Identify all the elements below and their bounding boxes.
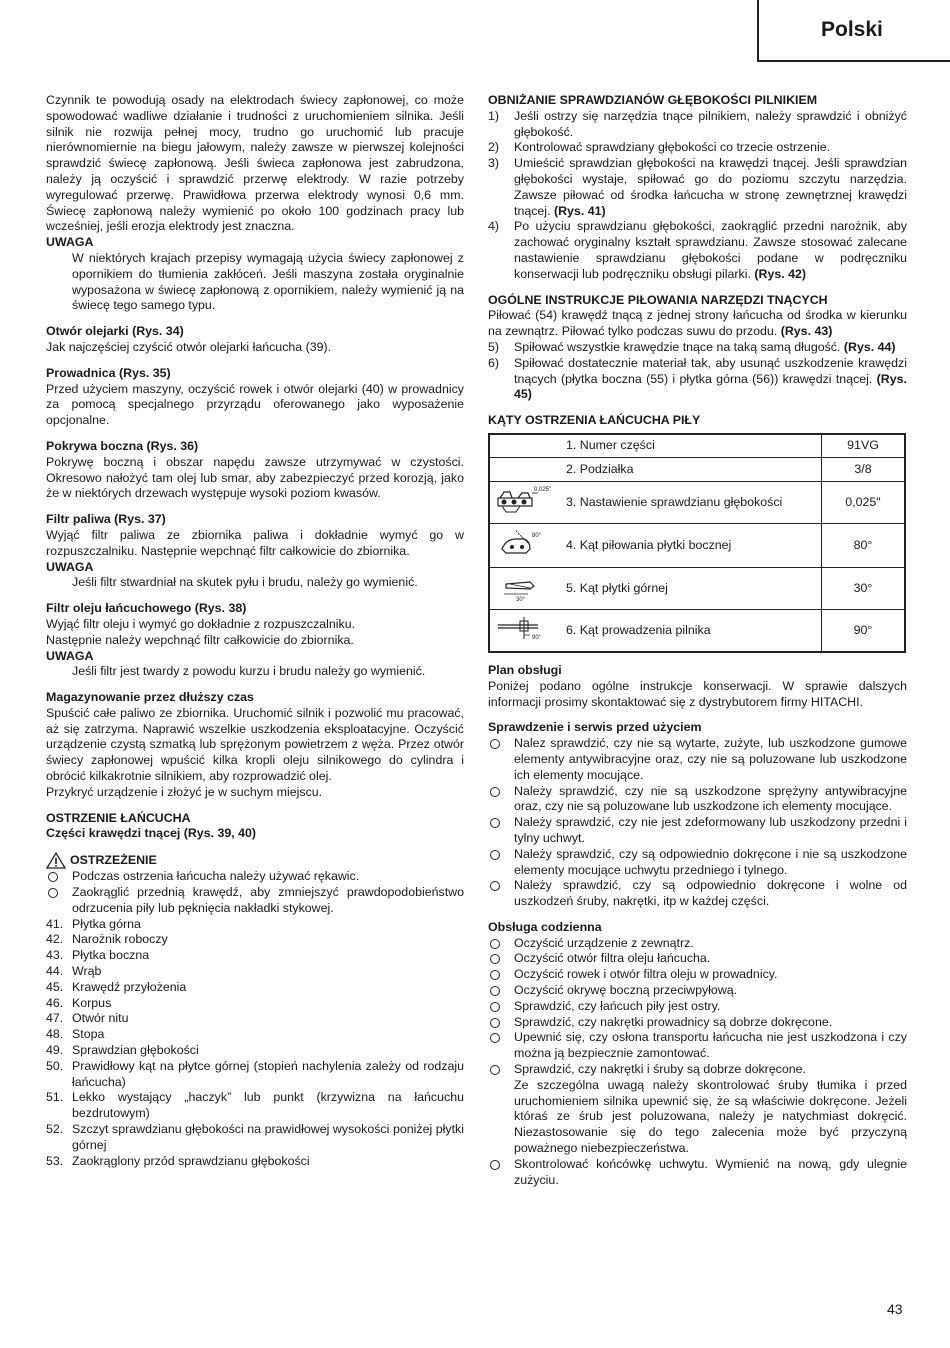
oil-hole-heading: Otwór olejarki (Rys. 34)	[46, 324, 184, 339]
table-row	[489, 524, 905, 568]
guide-bar-heading: Prowadnica (Rys. 35)	[46, 365, 171, 380]
side-plate-angle-icon	[494, 527, 554, 561]
list-item: 2) Kontrolować sprawdziany głębokości co trzecie ostrzenie.	[488, 140, 831, 155]
list-item: 49. Sprawdzian głębokości	[46, 1043, 199, 1058]
depth-gauge-list	[488, 109, 907, 283]
sharpening-heading: OSTRZENIE ŁAŃCUCHA	[46, 810, 191, 825]
warning-heading	[46, 852, 464, 869]
sharpening-angles-table	[488, 433, 906, 653]
storage-text: Spuścić całe paliwo ze zbiornika. Uruchomić silnik i pozwolić mu pracować, aż się zatrzyma. Naprawić wszelkie uszkodzenia eksploatacyjne. Oczyścić urządzenie czystą szmatką lub sprężonym powietrzem z węża. Przez otwór świecy zapłonowej wpuścić kilka kropli oleju silnikowego do cylindra i obrócić kilkakrotnie silnikiem, aby rozprowadzić olej.	[46, 705, 464, 784]
table-value: 80°	[822, 524, 906, 568]
list-item: 1) Jeśli ostrzy się narzędzia tnące pilnikiem, należy sprawdzić i obniżyć głębokość.	[488, 108, 907, 139]
table-label: 4. Kąt piłowania płytki bocznej	[558, 524, 822, 568]
general-filing-list	[488, 340, 907, 403]
pre-use-check-heading: Sprawdzenie i serwis przed użyciem	[488, 720, 702, 735]
warning-label: OSTRZEŻENIE	[70, 852, 157, 867]
circle-bullet-icon	[490, 986, 500, 996]
circle-bullet-icon	[490, 939, 500, 949]
table-icon-cell	[489, 568, 558, 610]
left-column	[46, 93, 464, 1169]
note-heading: UWAGA	[46, 648, 94, 663]
list-item: 6) Spiłować dostatecznie materiał tak, aby usunąć uszkodzenie krawędzi tnących (płytka boczna (55) i płytka górna (56)) krawędzi tnącej. (Rys. 45)	[488, 355, 907, 402]
list-item: Należy sprawdzić, czy nie jest zdeformowany lub uszkodzony przedni i tylny uchwyt.	[488, 815, 907, 847]
list-item: Oczyścić okrywę boczną przeciwpyłową.	[488, 983, 907, 999]
table-value: 30°	[822, 568, 906, 610]
chain-oil-filter-text: Wyjąć filtr oleju i wymyć go dokładnie z rozpuszczalniku.	[46, 616, 356, 631]
note-heading: UWAGA	[46, 559, 94, 574]
list-item: 53. Zaokrąglony przód sprawdzianu głębokości	[46, 1153, 310, 1168]
list-item: Upewnić się, czy osłona transportu łańcucha nie jest uszkodzona i czy można ją bezpiecznie zamontować.	[488, 1030, 907, 1062]
table-icon-cell	[489, 434, 558, 458]
list-item: 52. Szczyt sprawdzianu głębokości na prawidłowej wysokości poniżej płytki górnej	[46, 1122, 464, 1152]
parts-list	[46, 917, 464, 1170]
angles-heading: KĄTY OSTRZENIA ŁAŃCUCHA PIŁY	[488, 413, 701, 428]
svg-text:90°: 90°	[532, 635, 542, 642]
table-row	[489, 434, 905, 458]
general-filing-text: Piłować (54) krawędź tnącą z jednej strony łańcucha od środka w kierunku na zewnątrz. Piłować tylko podczas suwu do przodu. (Rys. 43)	[488, 308, 907, 339]
warning-list	[46, 869, 464, 916]
table-icon-cell	[489, 610, 558, 652]
circle-bullet-icon	[490, 1002, 500, 1012]
sharpening-subheading: Części krawędzi tnącej (Rys. 39, 40)	[46, 826, 257, 841]
circle-bullet-icon	[490, 739, 500, 749]
storage-text: Przykryć urządzenie i złożyć je w suchym miejscu.	[46, 784, 323, 799]
language-tab	[757, 0, 950, 62]
table-label: 1. Numer części	[558, 434, 822, 458]
circle-bullet-icon	[490, 850, 500, 860]
table-value: 3/8	[822, 458, 906, 482]
list-item: 48. Stopa	[46, 1027, 105, 1042]
list-item: Sprawdzić, czy łańcuch piły jest ostry.	[488, 999, 907, 1015]
table-label: 2. Podziałka	[558, 458, 822, 482]
list-item: 41. Płytka górna	[46, 916, 141, 931]
warning-triangle-icon	[46, 852, 66, 869]
list-item: 46. Korpus	[46, 995, 112, 1010]
table-value: 91VG	[822, 434, 906, 458]
fuel-filter-text: Wyjąć filtr paliwa ze zbiornika paliwa i dokładnie wymyć go w rozpuszczalniku. Następnie wepchnąć filtr całkowicie do zbiornika.	[46, 527, 464, 558]
list-item: 5) Spiłować wszystkie krawędzie tnące na taką samą długość. (Rys. 44)	[488, 339, 896, 354]
list-item: Skontrolować końcówkę uchwytu. Wymienić na nową, gdy ulegnie zużyciu.	[488, 1157, 907, 1189]
list-item: Należy sprawdzić, czy są odpowiednio dokręcone i nie są uszkodzone elementy mocujące uchwytu przedniego i tylnego.	[488, 847, 907, 879]
table-value: 90°	[822, 610, 906, 652]
oil-hole-text: Jak najczęściej czyścić otwór olejarki łańcucha (39).	[46, 339, 332, 354]
list-item: 45. Krawędź przyłożenia	[46, 979, 187, 994]
daily-maintenance-heading: Obsługa codzienna	[488, 919, 602, 934]
circle-bullet-icon	[490, 1160, 500, 1170]
language-label: Polski	[821, 18, 883, 41]
circle-bullet-icon	[490, 1018, 500, 1028]
top-plate-angle-icon	[494, 570, 554, 604]
daily-maintenance-list	[488, 936, 907, 1078]
daily-maintenance-note: Ze szczególna uwagą należy skontrolować śruby tłumika i przed uruchomieniem silnika upewnić się, że są właściwie dokręcone. Jeżeli któraś ze śrub jest poluzowana, należy je natychmiast dokręcić. Niezastosowanie się do tego zalecenia może być przyczyną poważnego niebezpieczeństwa.	[514, 1077, 907, 1156]
maintenance-plan-text: Poniżej podano ogólne instrukcje konserwacji. W sprawie dalszych informacji prosimy skontaktować się z dystrybutorem firmy HITACHI.	[488, 678, 907, 709]
side-cover-text: Pokrywę boczną i obszar napędu zawsze utrzymywać w czystości. Okresowo nałożyć tam olej lub smar, aby zabezpieczyć przed korozją, jako że w niektórych drzewach występuje wysoki poziom kwasów.	[46, 454, 464, 501]
note-text: W niektórych krajach przepisy wymagają użycia świecy zapłonowej z opornikiem do tłumienia zakłóceń. Jeśli maszyna została oryginalnie wyposażona w świecę zapłonową z opornikiem, należy wymienić ją na świecę tego samego typu.	[72, 250, 464, 313]
circle-bullet-icon	[490, 787, 500, 797]
list-item: 47. Otwór nitu	[46, 1011, 129, 1026]
right-column	[488, 93, 907, 1188]
chain-oil-filter-heading: Filtr oleju łańcuchowego (Rys. 38)	[46, 601, 247, 616]
daily-maintenance-list	[488, 1157, 907, 1189]
spark-plug-paragraph: Czynnik te powodują osady na elektrodach świecy zapłonowej, co może spowodować wadliwe działanie i trudności z uruchomieniem silnika. Jeśli silnik nie rozwija pełnej mocy, trudno go uruchomić lub pracuje nierównomiernie na biegu jałowym, należy zawsze w pierwszej kolejności sprawdzić świecę zapłonową. Jeśli świeca zapłonowa jest zabrudzona, należy ją oczyścić i sprawdzić przerwę elektrody. W razie potrzeby wyregulować przerwę. Prawidłowa przerwa elektrody wynosi 0,6 mm. Świecę zapłonową należy wymienić po około 100 godzinach pracy lub wcześniej, jeśli erozja elektrody jest znaczna.	[46, 93, 464, 234]
circle-bullet-icon	[48, 888, 58, 898]
table-value: 0,025"	[822, 482, 906, 524]
storage-heading: Magazynowanie przez dłuższy czas	[46, 690, 254, 705]
table-row	[489, 482, 905, 524]
circle-bullet-icon	[490, 1033, 500, 1043]
note-heading: UWAGA	[46, 235, 94, 250]
table-icon-cell	[489, 482, 558, 524]
depth-gauge-icon	[494, 484, 554, 518]
list-item: 4) Po użyciu sprawdzianu głębokości, zaokrąglić przedni narożnik, aby zachować oryginalny kształt sprawdzianu. Zawsze stosować zalecane nastawienie sprawdzianu głębokości podane w podręczniku konserwacji lub podręczniku obsługi pilarki. (Rys. 42)	[488, 219, 907, 281]
circle-bullet-icon	[490, 1065, 500, 1075]
list-item: Sprawdzić, czy nakrętki i śruby są dobrze dokręcone.	[488, 1062, 907, 1078]
guide-bar-text: Przed użyciem maszyny, oczyścić rowek i otwór olejarki (40) w prowadnicy za pomocą specjalnego przyrządu oferowanego jako wyposażenie opcjonalne.	[46, 381, 464, 428]
table-icon-cell	[489, 458, 558, 482]
list-item: 43. Płytka boczna	[46, 948, 150, 963]
list-item: 51. Lekko wystający „haczyk” lub punkt (krzywizna na łańcuchu bezdrutowym)	[46, 1090, 464, 1121]
note-text: Jeśli filtr jest twardy z powodu kurzu i brudu należy go wymienić.	[72, 664, 426, 679]
list-item: Zaokrąglić przednią krawędź, aby zmniejszyć prawdopodobieństwo odrzucenia piły lub pęknięcia nakładki stykowej.	[46, 885, 464, 917]
circle-bullet-icon	[490, 954, 500, 964]
table-icon-cell	[489, 524, 558, 568]
table-label: 5. Kąt płytki górnej	[558, 568, 822, 610]
list-item: Oczyścić urządzenie z zewnątrz.	[488, 936, 907, 952]
general-filing-heading: OGÓLNE INSTRUKCJE PIŁOWANIA NARZĘDZI TNĄCYCH	[488, 292, 828, 307]
table-label: 3. Nastawienie sprawdzianu głębokości	[558, 482, 822, 524]
table-row	[489, 610, 905, 652]
circle-bullet-icon	[490, 818, 500, 828]
file-guide-angle-icon	[494, 611, 554, 645]
circle-bullet-icon	[490, 881, 500, 891]
chain-oil-filter-text: Następnie należy wepchnąć filtr całkowicie do zbiornika.	[46, 632, 354, 647]
list-item: Sprawdzić, czy nakrętki prowadnicy są dobrze dokręcone.	[488, 1015, 907, 1031]
list-item: Oczyścić otwór filtra oleju łańcucha.	[488, 951, 907, 967]
side-cover-heading: Pokrywa boczna (Rys. 36)	[46, 438, 199, 453]
list-item: Podczas ostrzenia łańcucha należy używać rękawic.	[46, 869, 464, 885]
list-item: Nalez sprawdzić, czy nie są wytarte, zużyte, lub uszkodzone gumowe elementy antywibracyjne oraz, czy nie są poluzowane lub uszkodzone ich elementy mocujące.	[488, 736, 907, 783]
table-row	[489, 458, 905, 482]
list-item: 44. Wrąb	[46, 964, 102, 979]
list-item: 3) Umieścić sprawdzian głębokości na krawędzi tnącej. Jeśli sprawdzian głębokości wystaje, spiłować go do poziomu szczytu narzędzia. Zawsze piłować od środka łańcucha w stronę zewnętrznej krawędzi tnącej. (Rys. 41)	[488, 156, 907, 218]
note-text: Jeśli filtr stwardniał na skutek pyłu i brudu, należy go wymienić.	[72, 575, 418, 590]
page-number: 43	[887, 1301, 903, 1317]
table-row	[489, 568, 905, 610]
fuel-filter-heading: Filtr paliwa (Rys. 37)	[46, 512, 166, 527]
list-item: 50. Prawidłowy kąt na płytce górnej (stopień nachylenia zależy od rodzaju łańcucha)	[46, 1058, 464, 1089]
svg-text:0,025": 0,025"	[534, 486, 552, 493]
svg-text:30°: 30°	[516, 596, 526, 603]
list-item: Należy sprawdzić, czy są odpowiednio dokręcone i wolne od uszkodzeń śruby, nakrętki, itp w każdej części.	[488, 878, 907, 910]
svg-text:80°: 80°	[532, 532, 542, 539]
list-item: Należy sprawdzić, czy nie są uszkodzone sprężyny antywibracyjne oraz, czy nie są poluzowane lub uszkodzone ich elementy mocujące.	[488, 784, 907, 816]
pre-use-check-list	[488, 736, 907, 910]
circle-bullet-icon	[48, 872, 58, 882]
table-label: 6. Kąt prowadzenia pilnika	[558, 610, 822, 652]
list-item: 42. Narożnik roboczy	[46, 932, 168, 947]
depth-gauge-heading: OBNIŻANIE SPRAWDZIANÓW GŁĘBOKOŚCI PILNIKIEM	[488, 93, 818, 107]
list-item: Oczyścić rowek i otwór filtra oleju w prowadnicy.	[488, 967, 907, 983]
maintenance-plan-heading: Plan obsługi	[488, 662, 562, 677]
circle-bullet-icon	[490, 970, 500, 980]
